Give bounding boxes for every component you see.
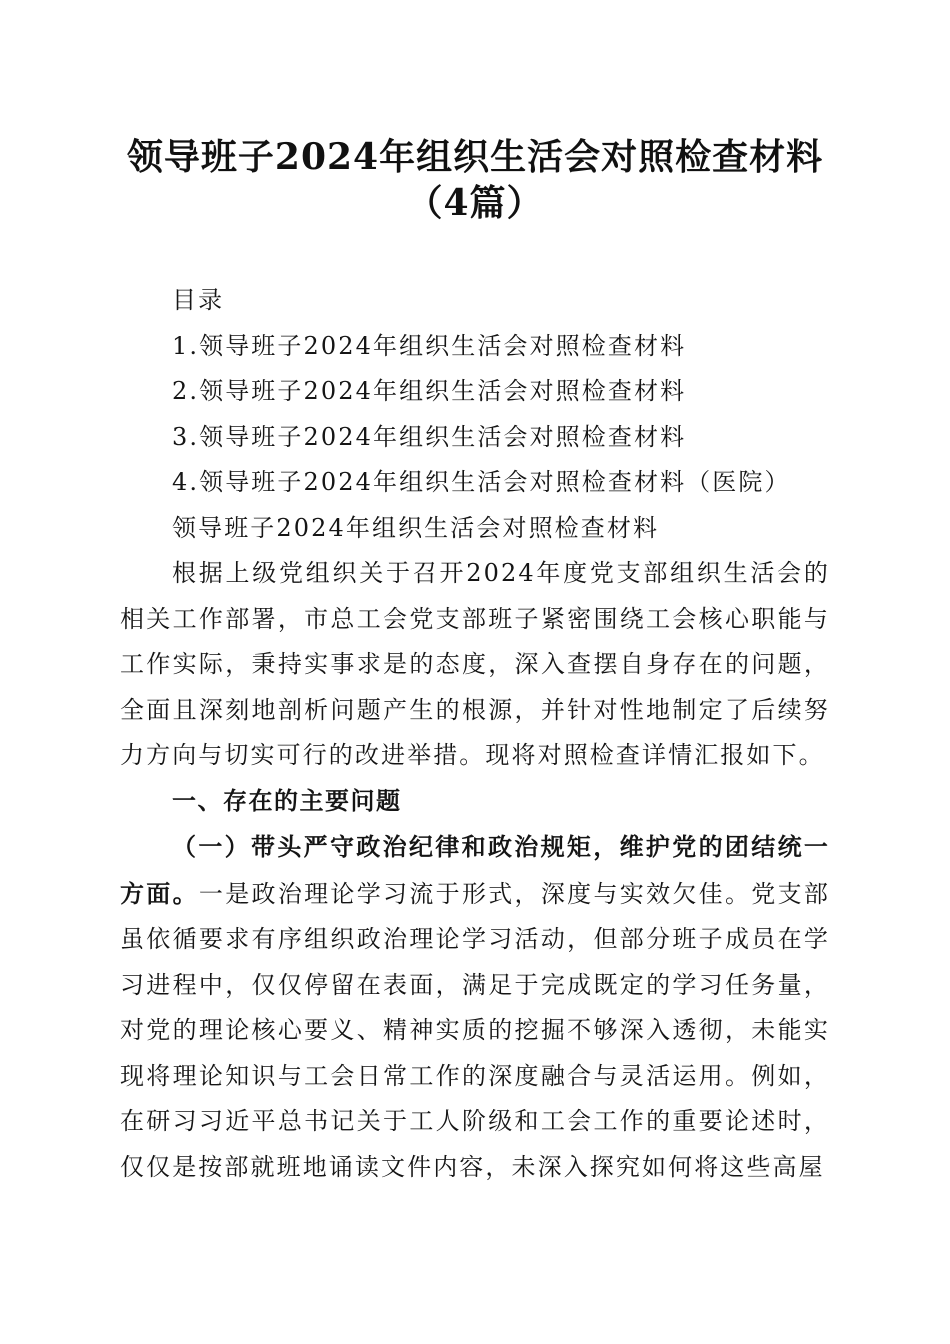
document-title: 领导班子2024年组织生活会对照检查材料（4篇） [126,136,824,224]
toc-item-2[interactable]: 2.领导班子2024年组织生活会对照检查材料 [172,377,687,405]
article-title: 领导班子2024年组织生活会对照检查材料 [172,513,660,542]
toc-heading: 目录 [172,286,225,314]
toc-item-4[interactable]: 4.领导班子2024年组织生活会对照检查材料（医院） [172,468,791,496]
section-heading: 一、存在的主要问题 [172,786,402,815]
toc-item-3[interactable]: 3.领导班子2024年组织生活会对照检查材料 [172,422,687,451]
document-body [120,278,830,1190]
subsection-paragraph [120,824,830,1190]
subsection-lead: （一）带头严守政治纪律和政治规矩，维护党的团结统一方面。 [120,832,830,908]
toc-item-1[interactable]: 1.领导班子2024年组织生活会对照检查材料 [172,331,687,360]
subsection-body: 一是政治理论学习流于形式，深度与实效欠佳。党支部虽依循要求有序组织政治理论学习活动，但部分班子成员在学习进程中，仅仅停留在表面，满足于完成既定的学习任务量，对党的理论核心要义、精神实质的挖掘不够深入透彻，未能实现将理论知识与工会日常工作的深度融合与灵活运用。例如，在研习习近平总书记关于工人阶级和工会工作的重要论述时，仅仅是按部就班地诵读文件内容，未深入探究如何将这些高屋 [120,879,830,1181]
intro-paragraph: 根据上级党组织关于召开2024年度党支部组织生活会的相关工作部署，市总工会党支部班子紧密围绕工会核心职能与工作实际，秉持实事求是的态度，深入查摆自身存在的问题，全面且深刻地剖析问题产生的根源，并针对性地制定了后续努力方向与切实可行的改进举措。现将对照检查详情汇报如下。 [120,559,830,769]
